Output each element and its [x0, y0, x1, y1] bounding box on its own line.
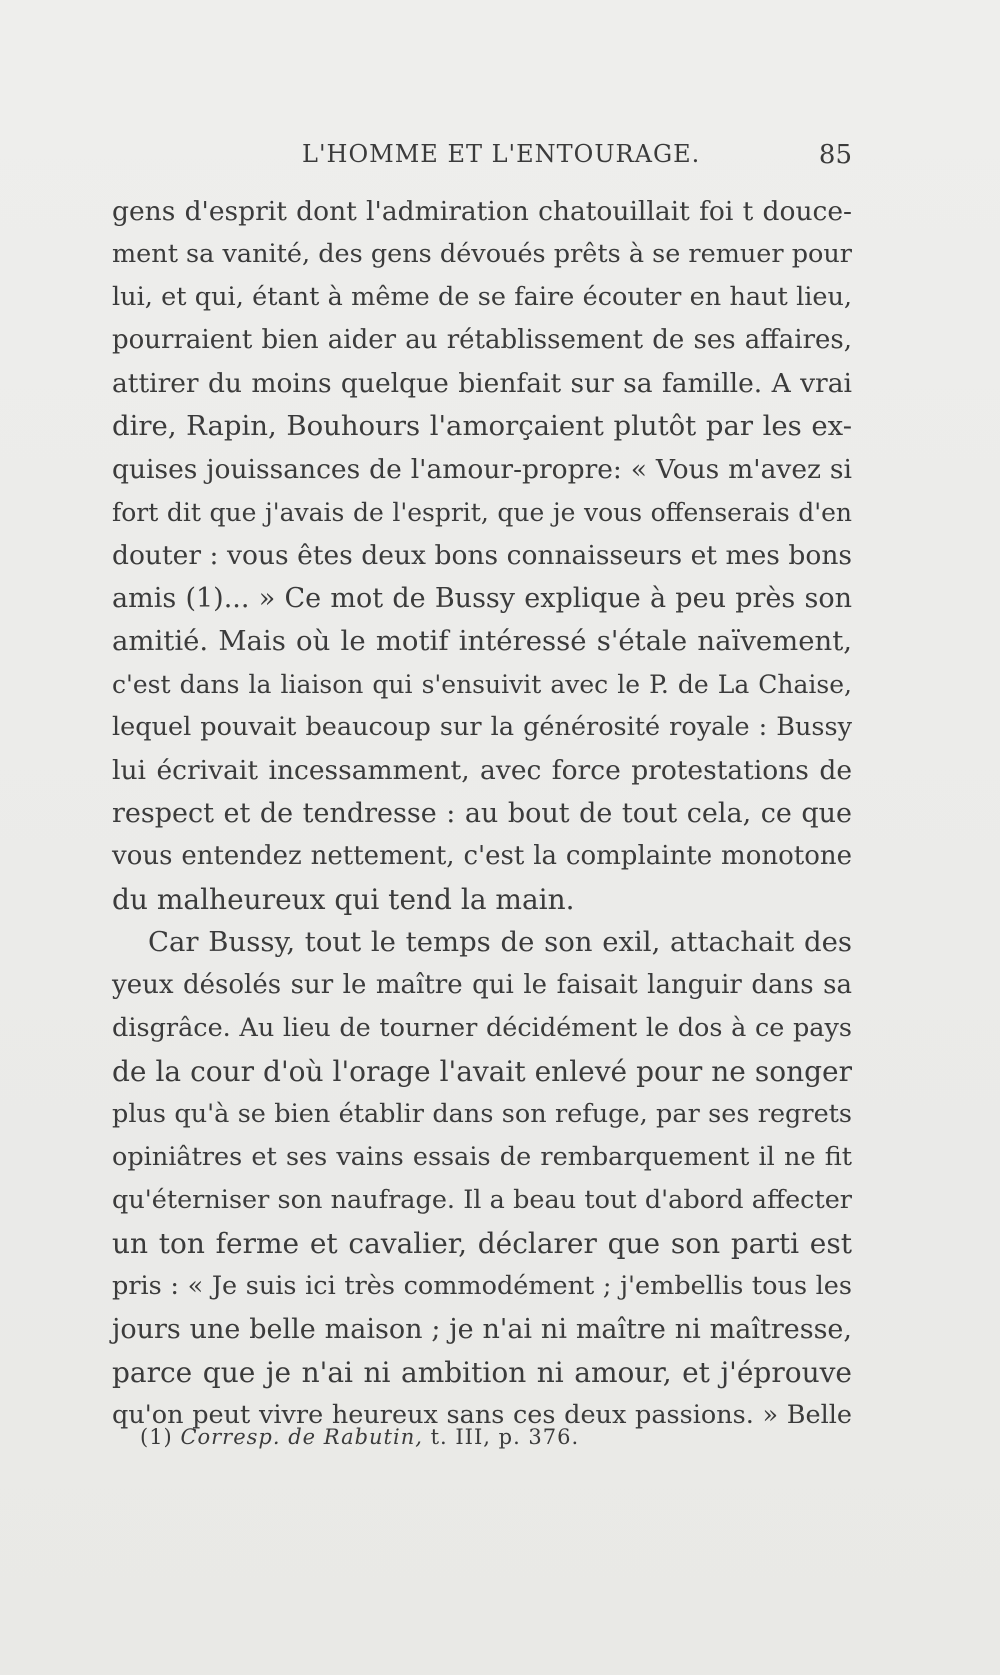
- text-line: un ton ferme et cavalier, déclarer que son parti est: [112, 1227, 852, 1260]
- footnote: [140, 1425, 579, 1449]
- text-line: c'est dans la liaison qui s'ensuivit avec le P. de La Chaise,: [112, 670, 852, 699]
- text-line: lequel pouvait beaucoup sur la générosité royale : Bussy: [112, 712, 852, 742]
- running-title: L'HOMME ET L'ENTOURAGE.: [302, 140, 701, 168]
- text-line: Car Bussy, tout le temps de son exil, attachait des: [148, 926, 852, 958]
- text-line: amitié. Mais où le motif intéressé s'étale naïvement,: [112, 625, 852, 657]
- footnote-source-title: Corresp. de Rabutin,: [180, 1425, 423, 1449]
- text-line: jours une belle maison ; je n'ai ni maître ni maîtresse,: [112, 1314, 852, 1345]
- footnote-marker: (1): [140, 1425, 173, 1449]
- running-head: [112, 140, 852, 180]
- text-line: de la cour d'où l'orage l'avait enlevé pour ne songer: [112, 1055, 852, 1088]
- text-line: pris : « Je suis ici très commodément ; j'embellis tous les: [112, 1271, 852, 1301]
- text-line: dire, Rapin, Bouhours l'amorçaient plutôt par les ex-: [112, 410, 852, 442]
- text-line: respect et de tendresse : au bout de tout cela, ce que: [112, 798, 852, 829]
- text-line: qu'on peut vivre heureux sans ces deux passions. » Belle: [112, 1400, 852, 1430]
- text-line: du malheureux qui tend la main.: [112, 883, 575, 916]
- text-line: qu'éterniser son naufrage. Il a beau tout d'abord affecter: [112, 1185, 852, 1215]
- text-line: vous entendez nettement, c'est la complainte monotone: [112, 841, 852, 871]
- text-line: opiniâtres et ses vains essais de rembarquement il ne fit: [112, 1142, 852, 1172]
- footnote-reference: t. III, p. 376.: [430, 1425, 580, 1449]
- text-line: yeux désolés sur le maître qui le faisait languir dans sa: [112, 970, 852, 1000]
- text-line: fort dit que j'avais de l'esprit, que je vous offenserais d'en: [112, 498, 852, 527]
- text-line: ment sa vanité, des gens dévoués prêts à se remuer pour: [112, 239, 852, 269]
- text-line: disgrâce. Au lieu de tourner décidément le dos à ce pays: [112, 1013, 852, 1043]
- body-text: [112, 190, 852, 1437]
- text-line: quises jouissances de l'amour-propre: « Vous m'avez si: [112, 454, 852, 485]
- text-line: parce que je n'ai ni ambition ni amour, et j'éprouve: [112, 1356, 852, 1389]
- text-line: gens d'esprit dont l'admiration chatouillait foi t douce-: [112, 196, 852, 227]
- text-line: amis (1)... » Ce mot de Bussy explique à peu près son: [112, 583, 852, 614]
- text-line: douter : vous êtes deux bons connaisseurs et mes bons: [112, 540, 852, 571]
- text-line: lui écrivait incessamment, avec force protestations de: [112, 755, 852, 786]
- text-line: plus qu'à se bien établir dans son refuge, par ses regrets: [112, 1099, 852, 1129]
- text-line: lui, et qui, étant à même de se faire écouter en haut lieu,: [112, 282, 852, 312]
- text-line: pourraient bien aider au rétablissement de ses affaires,: [112, 325, 852, 355]
- text-line: attirer du moins quelque bienfait sur sa famille. A vrai: [112, 368, 852, 399]
- page-number: 85: [818, 140, 852, 170]
